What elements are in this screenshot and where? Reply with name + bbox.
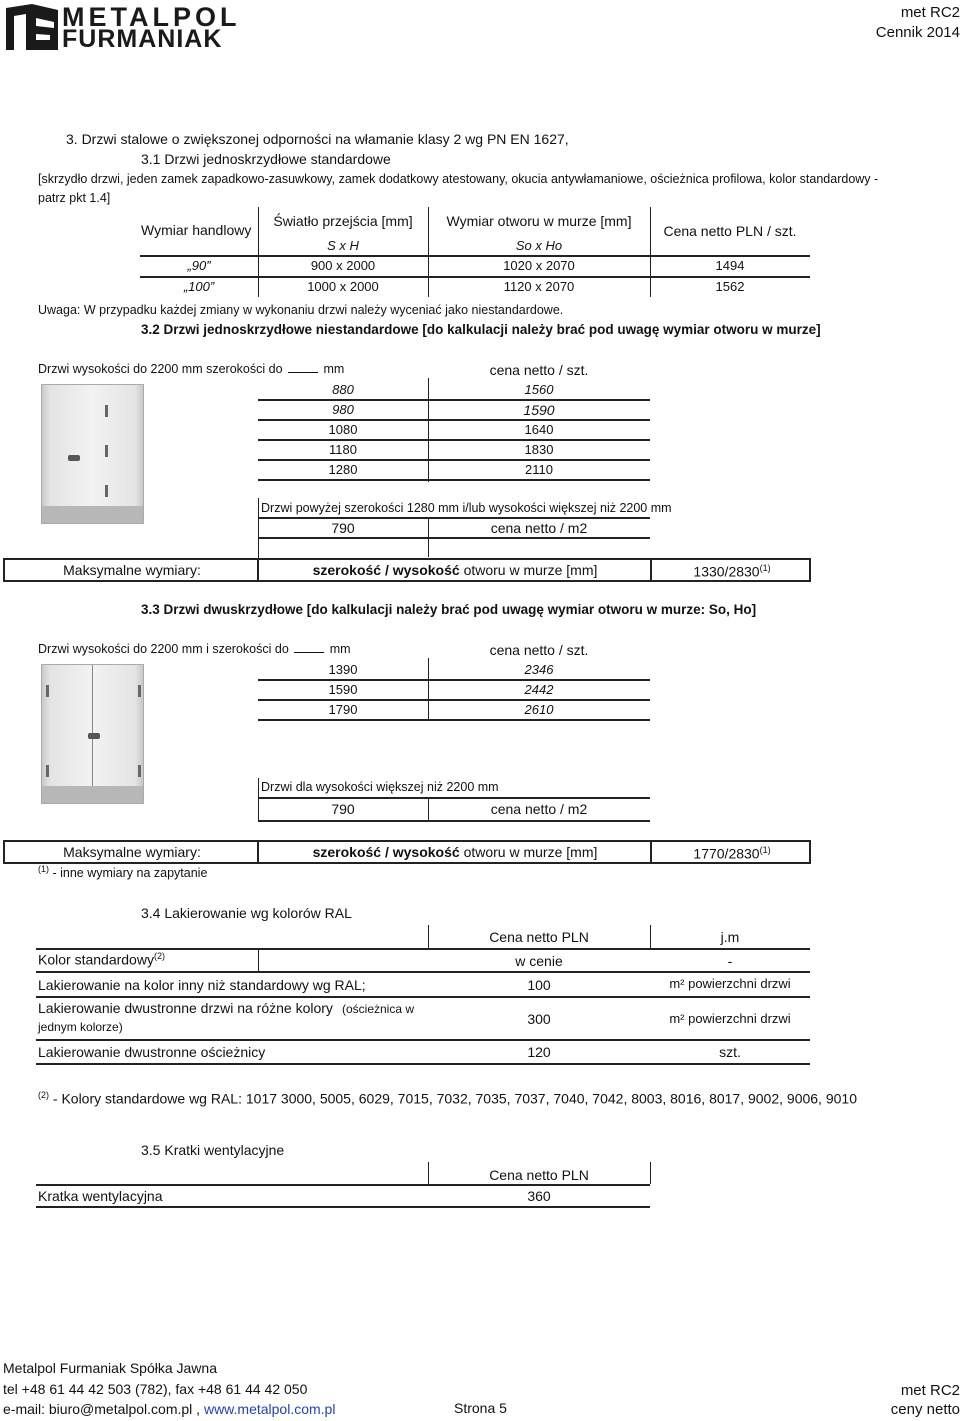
row-width: 980 xyxy=(332,402,354,417)
subsection-3-5-title: 3.5 Kratki wentylacyjne xyxy=(141,1142,285,1158)
col-clear-opening-sub: S x H xyxy=(327,238,359,253)
subsection-3-1-desc: [skrzydło drzwi, jeden zamek zapadkowo-zasuwkowy, zamek dodatkowy atestowany, okucia antywłamaniowe, ościeżnica profilowa, kolor standardowy - xyxy=(38,172,879,186)
row-price: 2110 xyxy=(525,462,553,477)
row-light: 900 x 2000 xyxy=(310,258,376,273)
over-height-price: 790 xyxy=(331,801,355,817)
subsection-3-4-title: 3.4 Lakierowanie wg kolorów RAL xyxy=(141,905,352,921)
over-height-unit: cena netto / m2 xyxy=(490,801,588,817)
row-name: „90” xyxy=(187,258,211,273)
footnote-2: $^{(2)}$ - Kolory standardowe wg RAL: 1017 3000, 5005, 6029, 7015, 7032, 7035, 7037, 7040, 7042, 8003, 8016, 8017, 9002, 9006, 9010 xyxy=(38,1090,857,1107)
max-dimensions-box xyxy=(3,840,811,864)
footer-price-note: ceny netto xyxy=(890,1401,960,1418)
footer-company: Metalpol Furmaniak Spółka Jawna xyxy=(3,1360,217,1376)
row-price: 1830 xyxy=(524,442,554,457)
row-opening: 1120 x 2070 xyxy=(503,279,575,294)
row-label: Kolor standardowy$^{(2)}$ xyxy=(38,951,165,968)
row-price: 2442 xyxy=(524,682,554,697)
footer-phone: tel +48 61 44 42 503 (782), fax +48 61 44 42 050 xyxy=(3,1381,308,1397)
row-label-note-1: (ościeżnica w xyxy=(342,1002,415,1016)
row-unit: m² powierzchni drzwi xyxy=(669,976,791,991)
max-label: Maksymalne wymiary: xyxy=(63,844,201,860)
doc-subtitle: Cennik 2014 xyxy=(875,24,960,41)
max-dimensions-box xyxy=(3,558,811,582)
row-price: 1494 xyxy=(715,258,745,273)
col-wall-opening: Wymiar otworu w murze [mm] xyxy=(446,213,632,229)
row-price: 2346 xyxy=(524,662,554,677)
row-label: Kratka wentylacyjna xyxy=(38,1188,163,1204)
subsection-3-2-title: 3.2 Drzwi jednoskrzydłowe niestandardowe [do kalkulacji należy brać pod uwagę wymiar otworu w murze] xyxy=(141,322,821,337)
row-opening: 1020 x 2070 xyxy=(503,258,575,273)
row-width: 1790 xyxy=(328,702,358,717)
row-width: 1080 xyxy=(328,422,358,437)
subsection-3-3-title: 3.3 Drzwi dwuskrzydłowe [do kalkulacji należy brać pod uwagę wymiar otworu w murze: So, Ho] xyxy=(141,602,757,617)
row-price: 120 xyxy=(527,1044,551,1060)
row-unit: - xyxy=(727,953,733,969)
row-price: 1560 xyxy=(524,382,554,397)
col-price: Cena netto PLN xyxy=(489,1167,589,1183)
price-per-piece-header: cena netto / szt. xyxy=(489,362,589,378)
col-clear-opening: Światło przejścia [mm] xyxy=(273,213,413,229)
row-width: 1390 xyxy=(328,662,358,677)
page-number: Strona 5 xyxy=(454,1400,507,1416)
max-value: 1770/2830$^{(1)}$ xyxy=(693,845,771,862)
single-door-image xyxy=(41,384,144,524)
nonstandard-intro: Drzwi wysokości do 2200 mm szerokości do mm xyxy=(38,362,345,376)
row-price: 1590 xyxy=(523,402,555,418)
subsection-3-1-desc-2: patrz pkt 1.4] xyxy=(38,191,111,205)
note-nonstandard: Uwaga: W przypadku każdej zmiany w wykonaniu drzwi należy wyceniać jako niestandardowe. xyxy=(38,303,564,317)
brand-line2: FURMANIAK xyxy=(62,25,223,53)
over-size-unit: cena netto / m2 xyxy=(490,520,588,536)
row-label-note-2: jednym kolorze) xyxy=(38,1020,123,1034)
double-intro: Drzwi wysokości do 2200 mm i szerokości do mm xyxy=(38,642,351,656)
over-size-note: Drzwi powyżej szerokości 1280 mm i/lub wysokości większej niż 2200 mm xyxy=(261,501,672,515)
row-unit: szt. xyxy=(719,1044,741,1060)
row-name: „100” xyxy=(183,279,215,294)
row-label: Lakierowanie dwustronne ościeżnicy xyxy=(38,1044,266,1060)
col-price: Cena netto PLN / szt. xyxy=(663,223,797,239)
brand-line1: METALPOL xyxy=(62,2,241,32)
double-door-image xyxy=(41,664,144,804)
col-wall-opening-sub: So x Ho xyxy=(515,238,563,253)
row-width: 880 xyxy=(332,382,354,397)
over-size-price: 790 xyxy=(331,520,355,536)
section-title: 3. Drzwi stalowe o zwiększonej odporności na włamanie klasy 2 wg PN EN 1627, xyxy=(66,131,569,147)
max-label: Maksymalne wymiary: xyxy=(63,562,201,578)
footer-contact: e-mail: biuro@metalpol.com.pl , www.metalpol.com.pl xyxy=(3,1401,336,1417)
row-light: 1000 x 2000 xyxy=(307,279,379,294)
row-price: 2610 xyxy=(524,702,554,717)
footnote-1: $^{(1)}$ - inne wymiary na zapytanie xyxy=(38,864,208,881)
price-per-piece-header: cena netto / szt. xyxy=(489,642,589,658)
row-unit: m² powierzchni drzwi xyxy=(669,1011,791,1026)
row-width: 1180 xyxy=(329,442,357,457)
max-description: szerokość / wysokość otworu w murze [mm] xyxy=(312,844,598,860)
col-unit: j.m xyxy=(720,929,740,945)
row-width: 1590 xyxy=(328,682,358,697)
col-price: Cena netto PLN xyxy=(489,929,589,945)
footer-doc-title: met RC2 xyxy=(900,1382,960,1399)
max-description: szerokość / wysokość otworu w murze [mm] xyxy=(312,562,598,578)
website-link[interactable]: www.metalpol.com.pl xyxy=(203,1401,336,1417)
row-price: 1562 xyxy=(715,279,745,294)
row-price: 100 xyxy=(527,977,551,993)
row-price: 1640 xyxy=(524,422,554,437)
row-label: Lakierowanie dwustronne drzwi na różne kolory xyxy=(38,1000,333,1016)
over-height-note: Drzwi dla wysokości większej niż 2200 mm xyxy=(261,780,499,794)
logo-mark-icon xyxy=(6,4,58,50)
row-price: 360 xyxy=(527,1188,551,1204)
max-value: 1330/2830$^{(1)}$ xyxy=(693,563,771,580)
row-width: 1280 xyxy=(328,462,358,477)
row-price: w cenie xyxy=(515,953,563,969)
doc-title: met RC2 xyxy=(900,4,960,21)
subsection-3-1-title: 3.1 Drzwi jednoskrzydłowe standardowe xyxy=(141,151,391,167)
row-price: 300 xyxy=(527,1011,551,1027)
row-label: Lakierowanie na kolor inny niż standardowy wg RAL; xyxy=(38,977,366,993)
col-commercial-size: Wymiar handlowy xyxy=(141,222,252,238)
